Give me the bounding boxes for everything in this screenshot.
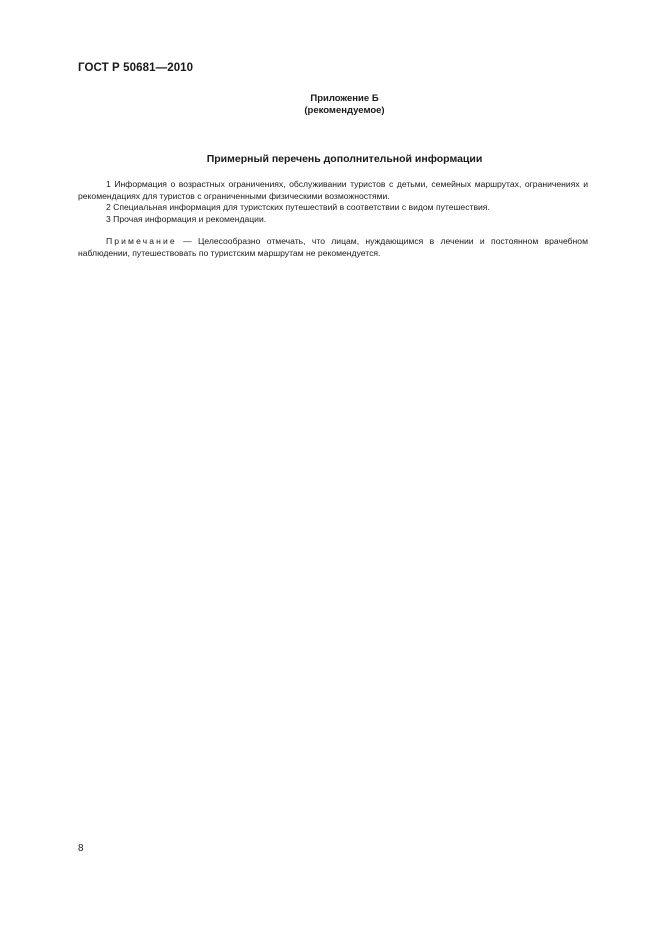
list-item: 3 Прочая информация и рекомендации. xyxy=(106,213,267,224)
section-title: Примерный перечень дополнительной информации xyxy=(206,153,483,165)
list-item: 2 Специальная информация для туристских путешествий в соответствии с видом путешествия. xyxy=(106,202,490,213)
note-text: — Целесообразно отмечать, что лицам, нуждающимся в лечении и постоянном врачебном наблюдении, путешествовать по туристским маршрутам не рекомендуется. xyxy=(78,236,588,258)
information-list xyxy=(78,179,588,225)
page-number: 8 xyxy=(78,843,84,854)
annex-title: Приложение Б xyxy=(310,93,379,104)
list-item: 1 Информация о возрастных ограничениях, обслуживании туристов с детьми, семейных маршрутах, ограничениях и рекомендациях для туристов с ограниченными физическими возможностями. xyxy=(78,179,588,201)
annex-status: (рекомендуемое) xyxy=(304,105,385,116)
note-paragraph xyxy=(78,236,588,259)
annex-heading xyxy=(0,93,661,117)
section-title-container xyxy=(0,153,661,165)
note-lead: Примечание xyxy=(106,236,177,246)
standard-code: ГОСТ Р 50681—2010 xyxy=(78,62,194,74)
